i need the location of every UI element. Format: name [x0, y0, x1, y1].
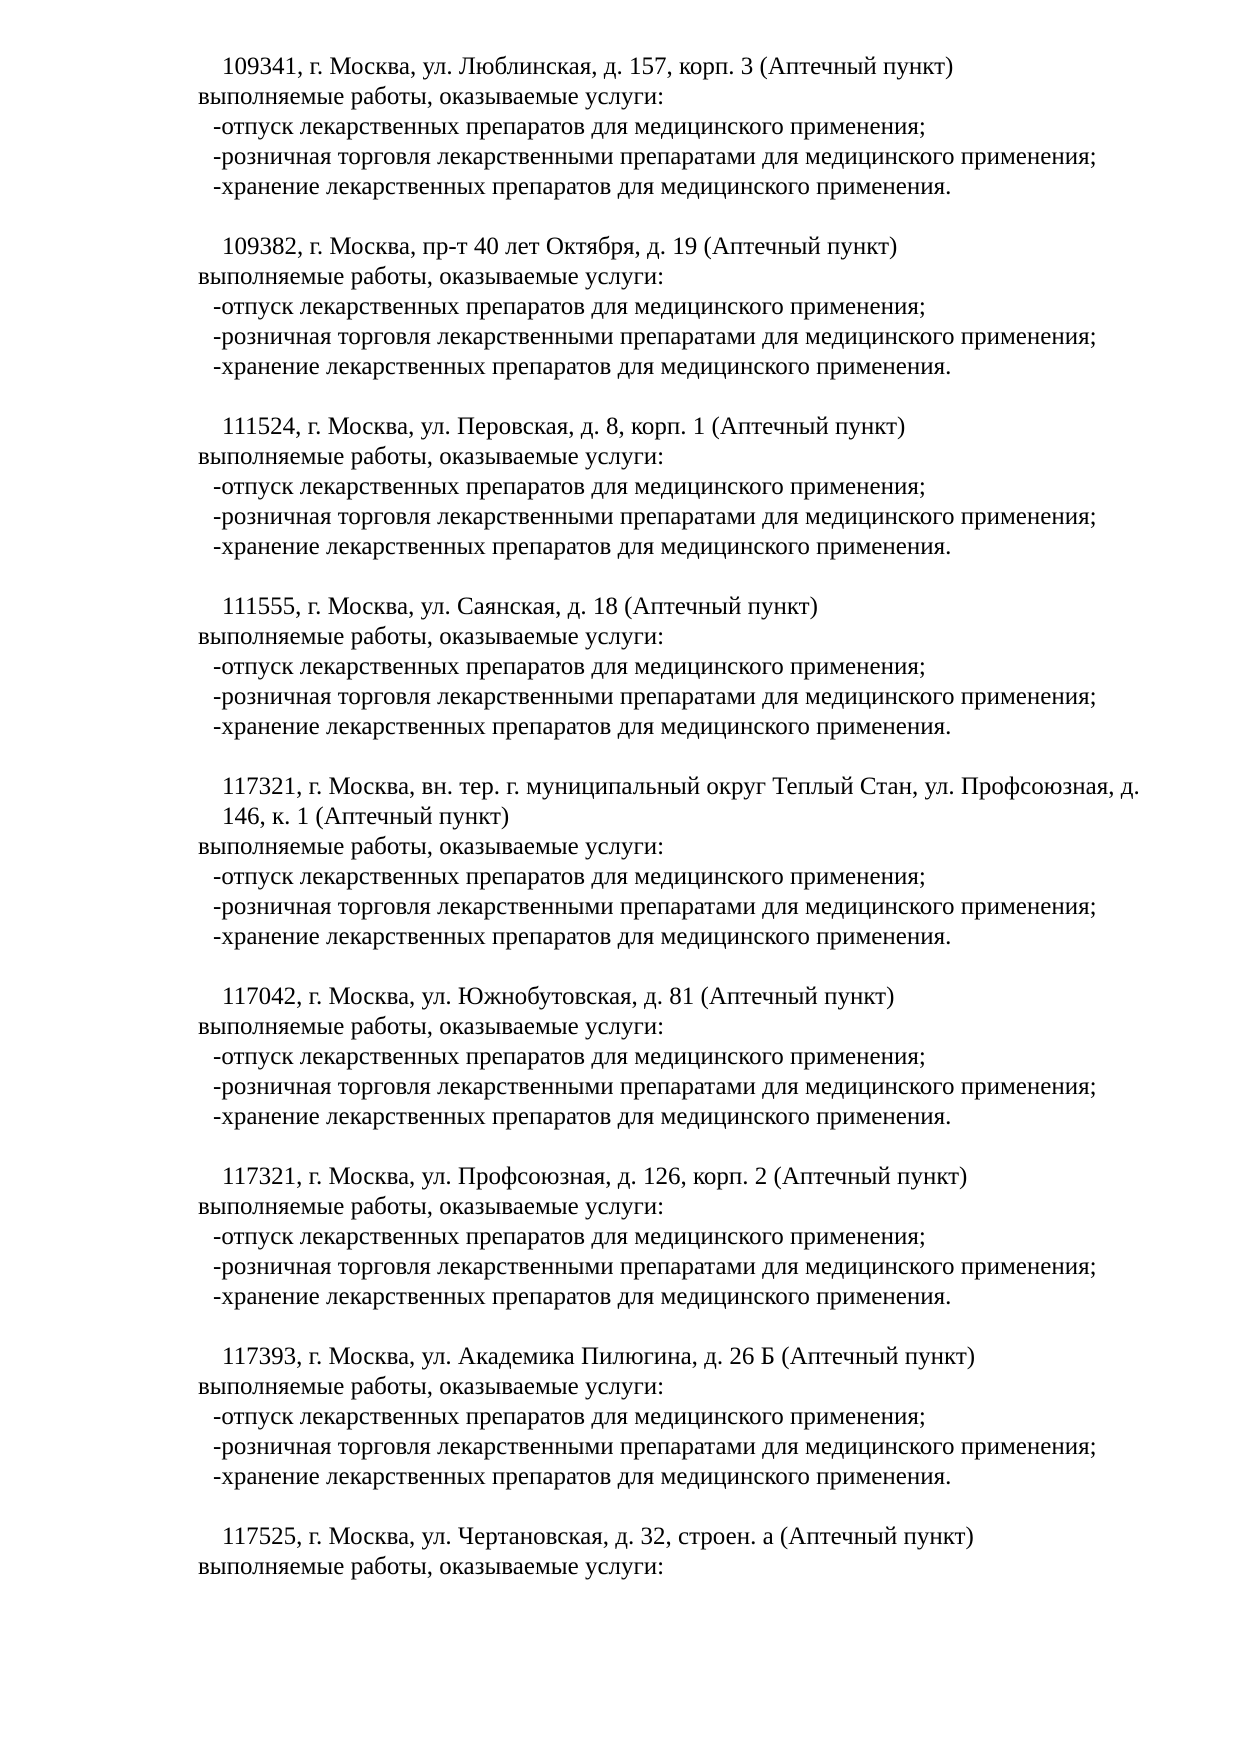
- license-entry: [198, 592, 1150, 742]
- services-header-line: выполняемые работы, оказываемые услуги:: [198, 443, 665, 470]
- entry-address: 111555, г. Москва, ул. Саянская, д. 18 (Аптечный пункт): [222, 593, 818, 620]
- service-line: -розничная торговля лекарственными препаратами для медицинского применения;: [213, 1253, 1097, 1280]
- license-entry: [198, 982, 1150, 1132]
- service-line: -розничная торговля лекарственными препаратами для медицинского применения;: [213, 1433, 1097, 1460]
- entry-address: 109382, г. Москва, пр-т 40 лет Октября, д. 19 (Аптечный пункт): [222, 233, 898, 260]
- services-header-line: выполняемые работы, оказываемые услуги:: [198, 1193, 665, 1220]
- license-entry: [198, 772, 1150, 952]
- service-line: -отпуск лекарственных препаратов для медицинского применения;: [213, 1403, 926, 1430]
- service-line: -отпуск лекарственных препаратов для медицинского применения;: [213, 1223, 926, 1250]
- entry-address: 117525, г. Москва, ул. Чертановская, д. 32, строен. а (Аптечный пункт): [222, 1523, 974, 1550]
- service-line: -хранение лекарственных препаратов для медицинского применения.: [213, 1283, 952, 1310]
- service-line: -хранение лекарственных препаратов для медицинского применения.: [213, 533, 952, 560]
- service-line: -розничная торговля лекарственными препаратами для медицинского применения;: [213, 683, 1097, 710]
- service-line: -хранение лекарственных препаратов для медицинского применения.: [213, 353, 952, 380]
- service-line: -хранение лекарственных препаратов для медицинского применения.: [213, 713, 952, 740]
- service-line: -розничная торговля лекарственными препаратами для медицинского применения;: [213, 323, 1097, 350]
- entry-address: 117393, г. Москва, ул. Академика Пилюгина, д. 26 Б (Аптечный пункт): [222, 1343, 976, 1370]
- entry-address: 117321, г. Москва, ул. Профсоюзная, д. 126, корп. 2 (Аптечный пункт): [222, 1163, 968, 1190]
- services-header-line: выполняемые работы, оказываемые услуги:: [198, 623, 665, 650]
- service-line: -отпуск лекарственных препаратов для медицинского применения;: [213, 293, 926, 320]
- service-line: -отпуск лекарственных препаратов для медицинского применения;: [213, 653, 926, 680]
- service-line: -отпуск лекарственных препаратов для медицинского применения;: [213, 473, 926, 500]
- services-header-line: выполняемые работы, оказываемые услуги:: [198, 833, 665, 860]
- license-entry: [198, 232, 1150, 382]
- license-entry: [198, 52, 1150, 202]
- service-line: -отпуск лекарственных препаратов для медицинского применения;: [213, 863, 926, 890]
- entry-address: 117042, г. Москва, ул. Южнобутовская, д. 81 (Аптечный пункт): [222, 983, 895, 1010]
- service-line: -розничная торговля лекарственными препаратами для медицинского применения;: [213, 503, 1097, 530]
- entry-address: 111524, г. Москва, ул. Перовская, д. 8, корп. 1 (Аптечный пункт): [222, 413, 906, 440]
- license-entry: [198, 1522, 1150, 1582]
- entry-address: 117321, г. Москва, вн. тер. г. муниципальный округ Теплый Стан, ул. Профсоюзная, д. 146, к. 1 (Аптечный пункт): [222, 773, 1140, 830]
- service-line: -розничная торговля лекарственными препаратами для медицинского применения;: [213, 143, 1097, 170]
- services-header-line: выполняемые работы, оказываемые услуги:: [198, 263, 665, 290]
- service-line: -хранение лекарственных препаратов для медицинского применения.: [213, 1103, 952, 1130]
- services-header-line: выполняемые работы, оказываемые услуги:: [198, 83, 665, 110]
- document-content: [198, 0, 1150, 1582]
- license-entry: [198, 1342, 1150, 1492]
- services-header-line: выполняемые работы, оказываемые услуги:: [198, 1553, 665, 1580]
- service-line: -отпуск лекарственных препаратов для медицинского применения;: [213, 1043, 926, 1070]
- license-entry: [198, 412, 1150, 562]
- service-line: -отпуск лекарственных препаратов для медицинского применения;: [213, 113, 926, 140]
- service-line: -хранение лекарственных препаратов для медицинского применения.: [213, 173, 952, 200]
- service-line: -розничная торговля лекарственными препаратами для медицинского применения;: [213, 1073, 1097, 1100]
- services-header-line: выполняемые работы, оказываемые услуги:: [198, 1013, 665, 1040]
- service-line: -хранение лекарственных препаратов для медицинского применения.: [213, 923, 952, 950]
- service-line: -хранение лекарственных препаратов для медицинского применения.: [213, 1463, 952, 1490]
- entry-address: 109341, г. Москва, ул. Люблинская, д. 157, корп. 3 (Аптечный пункт): [222, 53, 954, 80]
- service-line: -розничная торговля лекарственными препаратами для медицинского применения;: [213, 893, 1097, 920]
- services-header-line: выполняемые работы, оказываемые услуги:: [198, 1373, 665, 1400]
- license-entry: [198, 1162, 1150, 1312]
